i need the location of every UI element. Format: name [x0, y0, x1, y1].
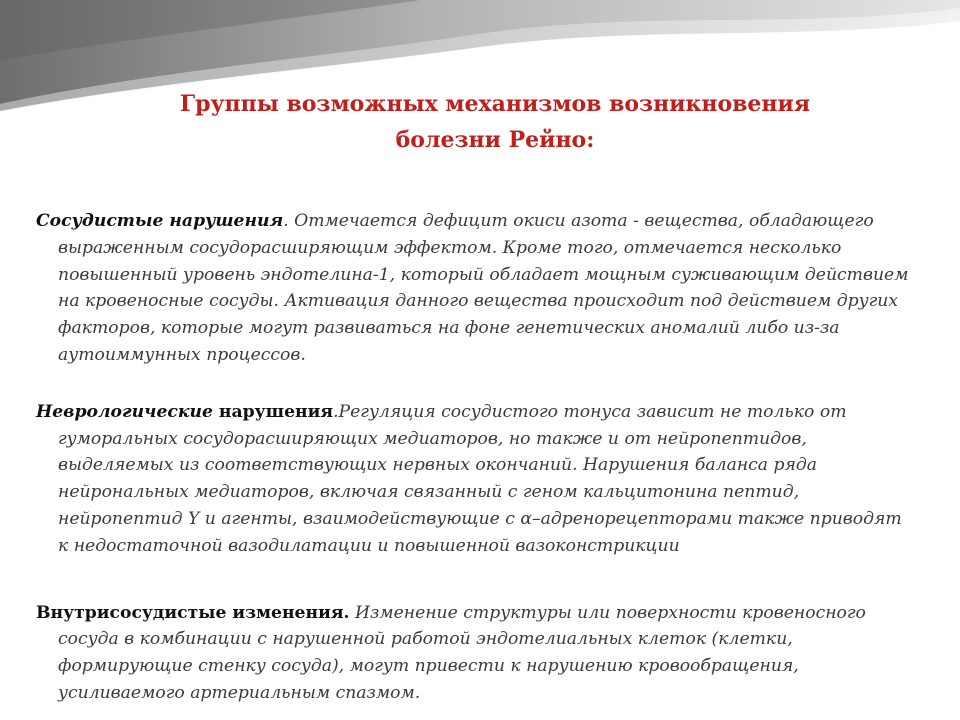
slide-title-line-1: Группы возможных механизмов возникновения: [179, 91, 811, 117]
paragraph-lead: Сосудистые нарушения: [36, 211, 284, 231]
paragraph-text: . Отмечается дефицит окиси азота - вещества, обладающего выраженным сосудорасширяющим эффектом. Кроме того, отмечается несколько повышенный уровень эндотелина-1, который обладает мощным суживающим действием на кровеносные сосуды. Активация данного вещества происходит под действием других факторов, которые могут развиваться на фоне генетических аномалий либо из-за аутоиммунных процессов.: [58, 211, 909, 365]
paragraph-lead: Внутрисосудистые изменения.: [36, 602, 350, 623]
slide-body: [36, 208, 916, 707]
slide-title: [100, 86, 890, 158]
paragraph-neurological-disorders: [36, 399, 916, 560]
paragraph-text: .Регуляция сосудистого тонуса зависит не только от гуморальных сосудорасширяющих медиаторов, но также и от нейропептидов, выделяемых из соответствующих нервных окончаний. Нарушения баланса ряда нейрональных медиаторов, включая связанный с геном кальцитонина пептид, нейропептид Y и агенты, взаимодействующие с α–адренорецепторами также приводят к недостаточной вазодилатации и повышенной вазоконстрикции: [58, 401, 902, 556]
paragraph-vascular-disorders: [36, 208, 916, 369]
paragraph-lead: Неврологические: [36, 401, 213, 422]
paragraph-lead-upright: нарушения: [212, 401, 334, 422]
slide-title-line-2: болезни Рейно:: [395, 127, 595, 153]
paragraph-intravascular-changes: [36, 600, 916, 707]
paragraph-text: Изменение структуры или поверхности кровеносного сосуда в комбинации с нарушенной работой эндотелиальных клеток (клетки, формирующие стенку сосуда), могут привести к нарушению кровообращения, усиливаемого артериальным спазмом.: [58, 602, 866, 703]
